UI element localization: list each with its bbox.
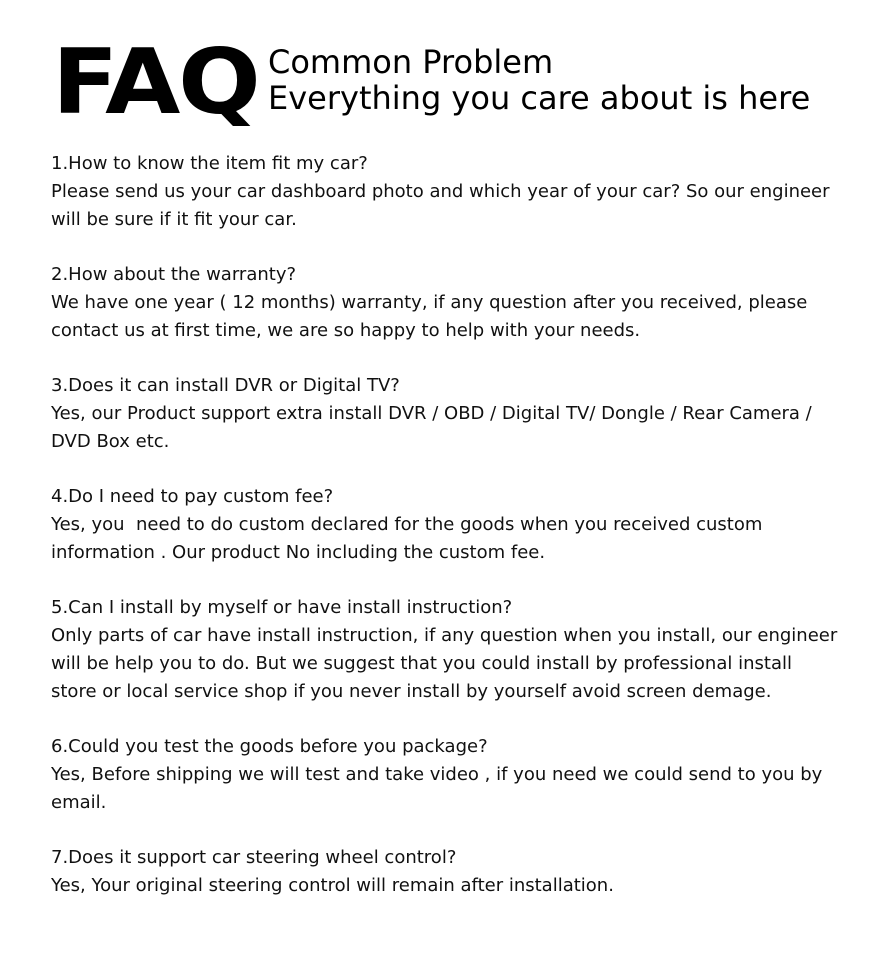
faq-answer: We have one year ( 12 months) warranty, if any question after you received, please contact us at first time, we are so happy to help with your needs. <box>51 292 814 341</box>
faq-answer: Yes, you need to do custom declared for the goods when you received custom information . Our product No including the custom fee. <box>51 514 769 563</box>
faq-item <box>51 483 841 567</box>
faq-item <box>51 594 841 706</box>
header-subtitle: Everything you care about is here <box>268 79 811 117</box>
faq-question: 3.Does it can install DVR or Digital TV? <box>51 375 400 396</box>
faq-item <box>51 261 841 345</box>
faq-answer: Please send us your car dashboard photo and which year of your car? So our engineer will be sure if it fit your car. <box>51 181 836 230</box>
faq-item <box>51 150 841 234</box>
faq-answer: Yes, Your original steering control will remain after installation. <box>51 875 614 896</box>
faq-answer: Yes, our Product support extra install DVR / OBD / Digital TV/ Dongle / Rear Camera / DVD Box etc. <box>51 403 818 452</box>
faq-item <box>51 733 841 817</box>
faq-logo: FAQ <box>52 30 259 135</box>
faq-question: 7.Does it support car steering wheel control? <box>51 847 457 868</box>
header-title: Common Problem <box>268 43 554 81</box>
faq-question: 1.How to know the item fit my car? <box>51 153 368 174</box>
faq-header <box>52 30 852 135</box>
faq-list <box>51 150 841 927</box>
faq-question: 4.Do I need to pay custom fee? <box>51 486 334 507</box>
faq-item <box>51 372 841 456</box>
faq-answer: Yes, Before shipping we will test and take video , if you need we could send to you by email. <box>51 764 829 813</box>
faq-item <box>51 844 841 900</box>
header-text <box>268 44 810 116</box>
faq-question: 5.Can I install by myself or have install instruction? <box>51 597 513 618</box>
faq-question: 6.Could you test the goods before you package? <box>51 736 488 757</box>
faq-answer: Only parts of car have install instruction, if any question when you install, our engineer will be help you to do. But we suggest that you could install by professional install store or local service shop if you never install by yourself avoid screen demage. <box>51 625 843 702</box>
faq-question: 2.How about the warranty? <box>51 264 297 285</box>
